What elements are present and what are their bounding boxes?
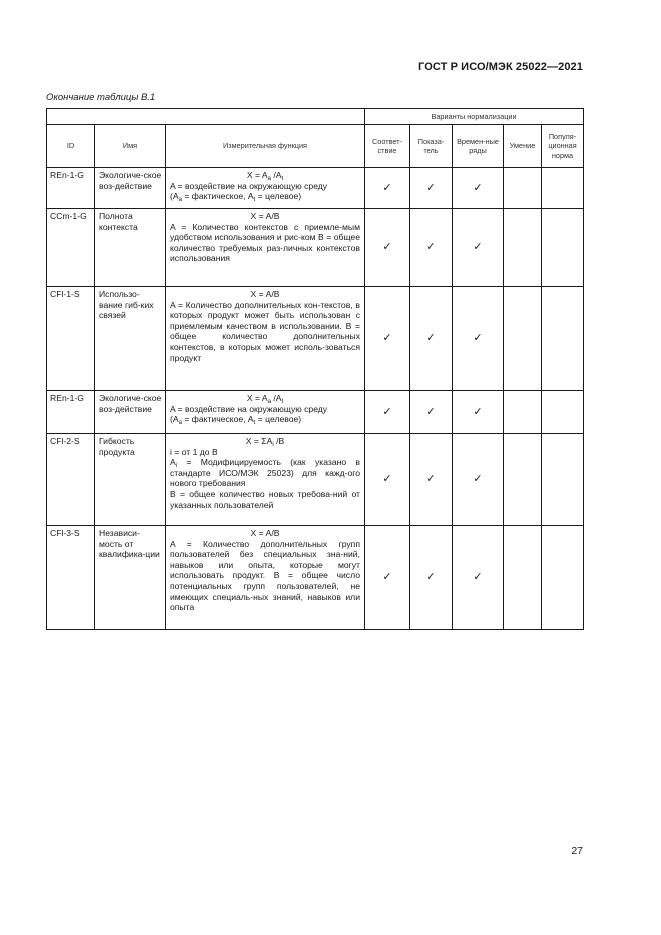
check-population-norm xyxy=(542,209,584,287)
table-row xyxy=(47,391,584,434)
check-time-series: ✓ xyxy=(453,209,504,287)
check-population-norm xyxy=(542,287,584,391)
row-id: CCm-1-G xyxy=(47,209,95,287)
col-header-function: Измерительная функция xyxy=(166,125,365,168)
check-population-norm xyxy=(542,168,584,209)
check-time-series: ✓ xyxy=(453,168,504,209)
formula: X = A/B xyxy=(250,211,280,221)
definition-line: ($A_a$ = фактическое, $A_t$ = целевое) xyxy=(170,191,302,204)
row-id: REn-1-G xyxy=(47,391,95,434)
check-skill xyxy=(504,209,542,287)
row-function xyxy=(166,168,365,209)
col-header-indicator: Показа-тель xyxy=(410,125,453,168)
col-header-skill: Умение xyxy=(504,125,542,168)
table-row xyxy=(47,209,584,287)
definition-line: A = воздействие на окружающую среду xyxy=(170,180,328,191)
check-time-series: ✓ xyxy=(453,391,504,434)
col-header-time-series: Времен-ные ряды xyxy=(453,125,504,168)
definition-text: A = Количество дополнительных групп пользователей без специальных зна-ний, навыков или опыта, которые могут использовать продукт. B = общее число потенциальных групп пользователей, не имеющих специаль-ных знаний, навыков или опыта xyxy=(170,538,360,613)
row-name: Экологиче-ское воз-действие xyxy=(95,391,166,434)
row-name: Экологиче-ское воз-действие xyxy=(95,168,166,209)
page-number: 27 xyxy=(571,845,583,857)
definition-text: A = Количество дополнительных кон-текстов, в которых продукт может быть использован с приемлемым качеством в использовании. B = общее количество дополнительных контекстов, в которых может исполь-зоваться продукт xyxy=(170,299,360,363)
definition-line: ($A_a$ = фактическое, $A_t$ = целевое) xyxy=(170,414,302,427)
row-function xyxy=(166,526,365,630)
check-indicator: ✓ xyxy=(410,526,453,630)
col-header-conformity: Соответ-ствие xyxy=(365,125,410,168)
check-skill xyxy=(504,526,542,630)
check-conformity: ✓ xyxy=(365,168,410,209)
check-population-norm xyxy=(542,526,584,630)
check-conformity: ✓ xyxy=(365,287,410,391)
check-time-series: ✓ xyxy=(453,526,504,630)
check-indicator: ✓ xyxy=(410,287,453,391)
check-conformity: ✓ xyxy=(365,391,410,434)
row-function xyxy=(166,287,365,391)
check-conformity: ✓ xyxy=(365,434,410,526)
check-population-norm xyxy=(542,434,584,526)
check-indicator: ✓ xyxy=(410,209,453,287)
check-indicator: ✓ xyxy=(410,168,453,209)
definition-line: B = общее количество новых требова-ний от указанных пользователей xyxy=(170,488,360,510)
table-caption: Окончание таблицы В.1 xyxy=(46,92,156,103)
check-skill xyxy=(504,287,542,391)
row-id: CFl-2-S xyxy=(47,434,95,526)
col-header-name: Имя xyxy=(95,125,166,168)
measures-table xyxy=(46,108,584,630)
definition-line: $A_i$ = Модифицируемость (как указано в стандарте ИСО/МЭК 25023) для кажд-ого нового требования xyxy=(170,457,360,489)
col-header-id: ID xyxy=(47,125,95,168)
formula: $X = A_a$ $/A_t$ xyxy=(246,170,284,182)
check-population-norm xyxy=(542,391,584,434)
check-time-series: ✓ xyxy=(453,287,504,391)
table-row xyxy=(47,168,584,209)
check-skill xyxy=(504,434,542,526)
row-function xyxy=(166,434,365,526)
table-row xyxy=(47,526,584,630)
formula: X = A/B xyxy=(250,528,280,538)
check-skill xyxy=(504,168,542,209)
standard-code: ГОСТ Р ИСО/МЭК 25022—2021 xyxy=(418,61,583,73)
row-id: CFl-3-S xyxy=(47,526,95,630)
normalization-group-header: Варианты нормализации xyxy=(365,109,584,125)
row-name: Независи-мость от квалифика-ции xyxy=(95,526,166,630)
index-range: i = от 1 до B xyxy=(170,446,218,457)
formula: $X = \Sigma A_i$ /B xyxy=(245,436,285,448)
row-name: Полнота контекста xyxy=(95,209,166,287)
definition-text: A = Количество контекстов с приемле-мым удобством использования и рис-ком B = общее количество требуемых раз-личных контекстов использования xyxy=(170,221,360,264)
row-id: CFl-1-S xyxy=(47,287,95,391)
row-function xyxy=(166,391,365,434)
formula: $X = A_a$ $/A_t$ xyxy=(246,393,284,405)
row-function xyxy=(166,209,365,287)
formula: X = A/B xyxy=(250,289,280,299)
col-header-population-norm: Популя-ционная норма xyxy=(542,125,584,168)
check-time-series: ✓ xyxy=(453,434,504,526)
check-conformity: ✓ xyxy=(365,209,410,287)
header-spacer xyxy=(47,109,365,125)
check-conformity: ✓ xyxy=(365,526,410,630)
row-name: Гибкость продукта xyxy=(95,434,166,526)
table-row xyxy=(47,287,584,391)
table-row xyxy=(47,434,584,526)
check-skill xyxy=(504,391,542,434)
check-indicator: ✓ xyxy=(410,434,453,526)
row-name: Использо-вание гиб-ких связей xyxy=(95,287,166,391)
row-id: REn-1-G xyxy=(47,168,95,209)
check-indicator: ✓ xyxy=(410,391,453,434)
definition-line: A = воздействие на окружающую среду xyxy=(170,403,328,414)
